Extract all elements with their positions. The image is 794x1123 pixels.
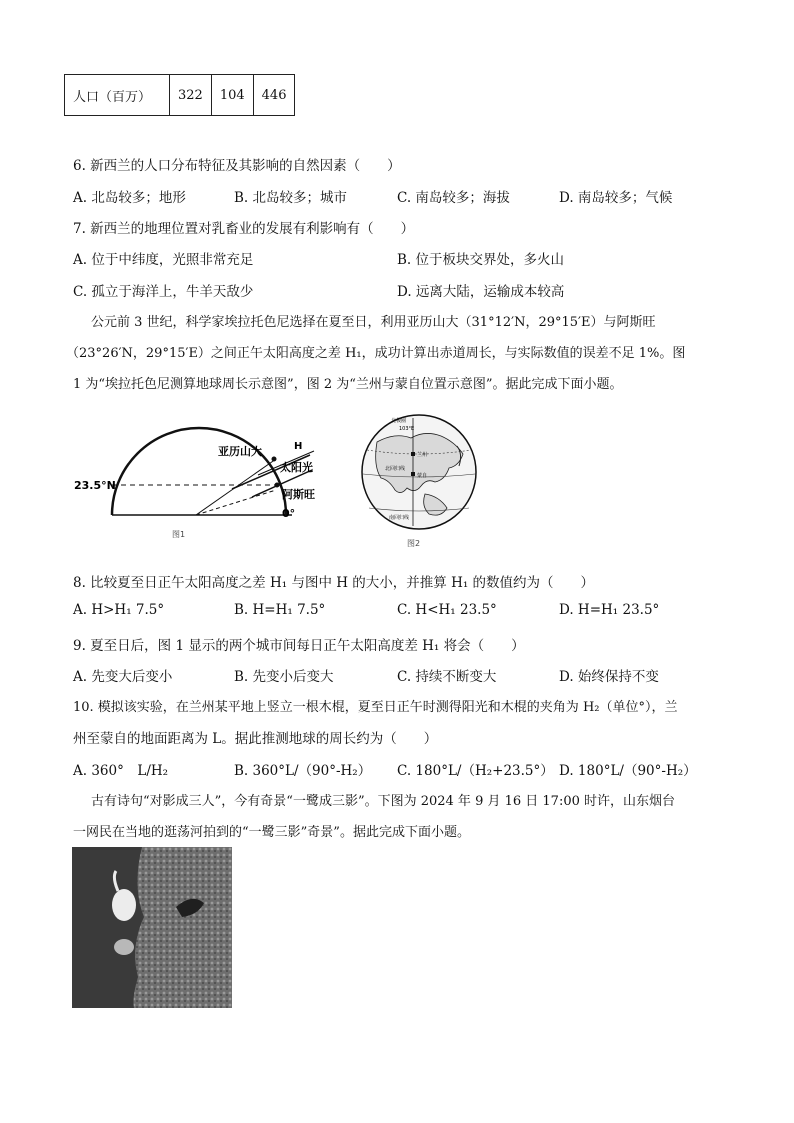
figure-2-globe — [355, 410, 483, 550]
q6-option-a[interactable]: A. 北岛较多；地形 — [73, 190, 186, 206]
fig1-label-aswan: 阿斯旺 — [282, 488, 315, 501]
q9-option-a[interactable]: A. 先变大后变小 — [73, 669, 173, 685]
table-row — [65, 75, 295, 116]
q6-option-d[interactable]: D. 南岛较多；气候 — [559, 190, 673, 206]
fig2-caption: 图2 — [407, 539, 421, 548]
q6-option-b[interactable]: B. 北岛较多；城市 — [234, 190, 348, 206]
figure-1-diagram — [72, 415, 330, 543]
q6-option-c[interactable]: C. 南岛较多；海拔 — [397, 190, 510, 206]
passage-2-line-1: 古有诗句“对影成三人”，今有奇景“一鹭成三影”。下图为 2024 年 9 月 16 日 17:00 时许，山东烟台 — [91, 794, 676, 809]
q10-option-c[interactable]: C. 180°L/（H₂+23.5°） — [397, 763, 554, 779]
q8-option-d[interactable]: D. H=H₁ 23.5° — [559, 602, 660, 618]
q7-option-d[interactable]: D. 远离大陆，运输成本较高 — [397, 284, 565, 300]
fig2-label-meridian: 103°E — [399, 426, 415, 432]
fig2-label-mengzi: 蒙自 — [417, 473, 428, 479]
table-label-cell: 人口（百万） — [65, 75, 170, 116]
fig1-label-sunlight: 太阳光 — [280, 461, 313, 474]
q8-option-b[interactable]: B. H=H₁ 7.5° — [234, 602, 326, 618]
q7-option-b[interactable]: B. 位于板块交界处，多火山 — [397, 252, 565, 268]
fig2-label-lanzhou: 兰州 — [417, 452, 428, 458]
table-cell: 322 — [170, 75, 212, 116]
q7-option-a[interactable]: A. 位于中纬度，光照非常充足 — [73, 252, 254, 268]
fig1-label-equator: 0° — [282, 507, 296, 520]
q9-option-b[interactable]: B. 先变小后变大 — [234, 669, 334, 685]
table-cell: 446 — [253, 75, 295, 116]
passage-2-line-2: 一网民在当地的逛荡河拍到的“一鹭三影”奇景”。据此完成下面小题。 — [73, 825, 470, 840]
question-8-stem: 8. 比较夏至日正午太阳高度之差 H₁ 与图中 H 的大小，并推算 H₁ 的数值约为（ ） — [73, 575, 595, 591]
fig1-label-alexandria: 亚历山大 — [218, 445, 262, 458]
fig1-label-latitude: 23.5°N — [74, 479, 116, 492]
q7-option-c[interactable]: C. 孤立于海洋上，牛羊天敌少 — [73, 284, 254, 300]
passage-1-line-2: （23°26′N，29°15′E）之间正午太阳高度之差 H₁，成功计算出赤道周长，与实际数值的误差不足 1%。图 — [66, 346, 686, 361]
question-10-stem-line-2: 州至蒙自的地面距离为 L。据此推测地球的周长约为（ ） — [73, 731, 438, 747]
q8-option-a[interactable]: A. H>H₁ 7.5° — [73, 602, 165, 618]
q10-option-b[interactable]: B. 360°L/（90°-H₂） — [234, 763, 372, 779]
passage-1-line-3: 1 为“埃拉托色尼测算地球周长示意图”，图 2 为“兰州与蒙自位置示意图”。据此完成下面小题。 — [73, 377, 623, 392]
fig2-label-arctic: 北极圈 — [391, 418, 407, 424]
q9-option-c[interactable]: C. 持续不断变大 — [397, 669, 497, 685]
fig2-label-capricorn: 南回归线 — [389, 515, 410, 521]
table-cell: 104 — [211, 75, 253, 116]
q10-option-d[interactable]: D. 180°L/（90°-H₂） — [559, 763, 697, 779]
question-10-stem-line-1: 10. 模拟该实验，在兰州某平地上竖立一根木棍，夏至日正午时测得阳光和木棍的夹角为 H₂（单位°），兰 — [73, 700, 678, 715]
q9-option-d[interactable]: D. 始终保持不变 — [559, 669, 659, 685]
question-6-stem: 6. 新西兰的人口分布特征及其影响的自然因素（ ） — [73, 158, 401, 174]
q8-option-c[interactable]: C. H<H₁ 23.5° — [397, 602, 497, 618]
question-7-stem: 7. 新西兰的地理位置对乳畜业的发展有利影响有（ ） — [73, 221, 415, 237]
passage-1-line-1: 公元前 3 世纪，科学家埃拉托色尼选择在夏至日，利用亚历山大（31°12′N，29°15′E）与阿斯旺 — [91, 315, 656, 330]
question-9-stem: 9. 夏至日后，图 1 显示的两个城市间每日正午太阳高度差 H₁ 将会（ ） — [73, 638, 525, 654]
population-table — [64, 74, 295, 116]
fig1-caption: 图1 — [172, 530, 186, 539]
fig1-label-h: H — [294, 441, 303, 452]
q10-option-a[interactable]: A. 360° L/H₂ — [73, 763, 169, 779]
egret-photo — [72, 847, 232, 1008]
fig2-label-cancer: 北回归线 — [385, 466, 406, 472]
